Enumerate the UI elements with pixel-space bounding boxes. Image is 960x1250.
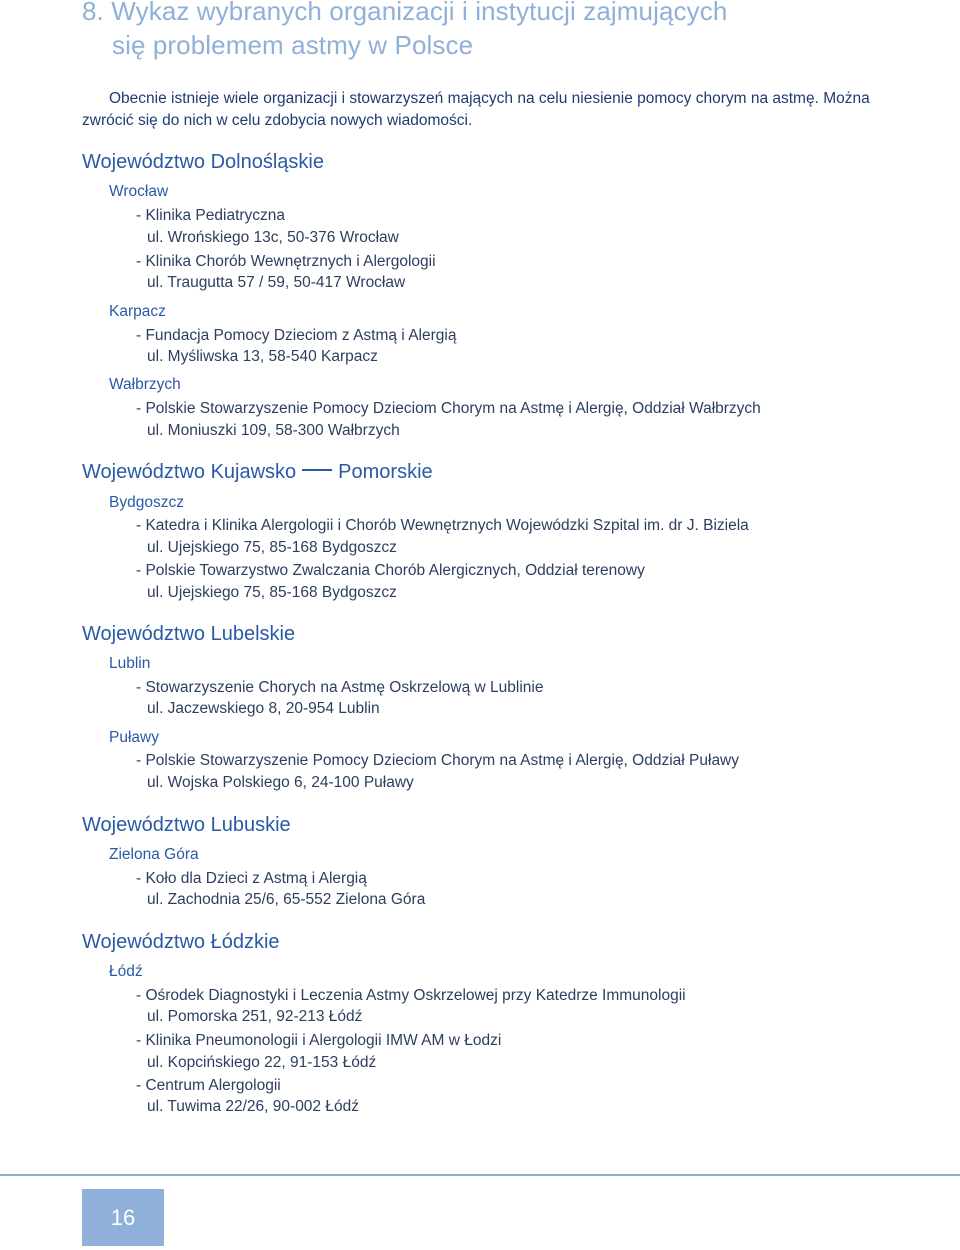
city-heading-lodz: Łódź — [109, 963, 143, 980]
page-title-line-1: 8. Wykaz wybranych organizacji i instytucji zajmujących — [82, 0, 728, 26]
organization-name: - Centrum Alergologii — [136, 1077, 281, 1094]
organization-address: ul. Pomorska 251, 92-213 Łódź — [147, 1008, 363, 1025]
city-heading-wroclaw: Wrocław — [109, 183, 169, 200]
page-title-line-2: się problemem astmy w Polsce — [112, 30, 474, 60]
organization-address: ul. Kopcińskiego 22, 91-153 Łódź — [147, 1054, 377, 1071]
organization-name: - Fundacja Pomocy Dzieciom z Astmą i Alergią — [136, 327, 457, 344]
city-heading-walbrzych: Wałbrzych — [109, 376, 181, 393]
region-heading-lodzkie: Województwo Łódzkie — [82, 931, 280, 953]
page-number: 16 — [82, 1189, 164, 1246]
city-heading-lublin: Lublin — [109, 655, 151, 672]
region-heading-part-2: Pomorskie — [338, 461, 433, 483]
region-heading-lubuskie: Województwo Lubuskie — [82, 814, 291, 836]
organization-address: ul. Moniuszki 109, 58-300 Wałbrzych — [147, 422, 400, 439]
organization-address: ul. Myśliwska 13, 58-540 Karpacz — [147, 348, 378, 365]
organization-name: - Klinika Chorób Wewnętrznych i Alergologii — [136, 253, 436, 270]
organization-name: - Stowarzyszenie Chorych na Astmę Oskrzelową w Lublinie — [136, 679, 544, 696]
region-heading-dolnoslaskie: Województwo Dolnośląskie — [82, 151, 324, 173]
organization-name: - Polskie Towarzystwo Zwalczania Chorób Alergicznych, Oddział terenowy — [136, 562, 645, 579]
city-heading-pulawy: Puławy — [109, 729, 159, 746]
organization-name: - Klinika Pediatryczna — [136, 207, 286, 224]
organization-address: ul. Traugutta 57 / 59, 50-417 Wrocław — [147, 274, 406, 291]
organization-address: ul. Tuwima 22/26, 90-002 Łódź — [147, 1098, 359, 1115]
region-heading-kujawsko-pomorskie — [82, 459, 433, 485]
organization-address: ul. Ujejskiego 75, 85-168 Bydgoszcz — [147, 584, 397, 601]
organization-name: - Polskie Stowarzyszenie Pomocy Dzieciom Chorym na Astmę i Alergię, Oddział Wałbrzych — [136, 400, 761, 417]
organization-name: - Katedra i Klinika Alergologii i Chorób Wewnętrznych Wojewódzki Szpital im. dr J. Biziela — [136, 517, 749, 534]
organization-address: ul. Jaczewskiego 8, 20-954 Lublin — [147, 700, 380, 717]
city-heading-karpacz: Karpacz — [109, 303, 166, 320]
intro-line-1: Obecnie istnieje wiele organizacji i stowarzyszeń mających na celu niesienie pomocy chorym na astmę. Można — [109, 90, 870, 107]
page-title — [82, 0, 727, 62]
organization-address: ul. Wojska Polskiego 6, 24-100 Puławy — [147, 774, 414, 791]
organization-address: ul. Zachodnia 25/6, 65-552 Zielona Góra — [147, 891, 426, 908]
region-heading-part-1: Województwo Kujawsko — [82, 461, 297, 483]
organization-name: - Klinika Pneumonologii i Alergologii IMW AM w Łodzi — [136, 1032, 502, 1049]
organization-address: ul. Ujejskiego 75, 85-168 Bydgoszcz — [147, 539, 397, 556]
footer-divider — [0, 1174, 960, 1176]
organization-name: - Ośrodek Diagnostyki i Leczenia Astmy Oskrzelowej przy Katedrze Immunologii — [136, 987, 686, 1004]
organization-name: - Koło dla Dzieci z Astmą i Alergią — [136, 870, 367, 887]
organization-name: - Polskie Stowarzyszenie Pomocy Dzieciom Chorym na Astmę i Alergię, Oddział Puławy — [136, 752, 740, 769]
dash-separator — [302, 469, 332, 471]
organization-address: ul. Wrońskiego 13c, 50-376 Wrocław — [147, 229, 399, 246]
region-heading-lubelskie: Województwo Lubelskie — [82, 623, 296, 645]
intro-paragraph — [82, 88, 912, 132]
city-heading-bydgoszcz: Bydgoszcz — [109, 494, 184, 511]
city-heading-zielona-gora: Zielona Góra — [109, 846, 199, 863]
intro-line-2: zwrócić się do nich w celu zdobycia nowych wiadomości. — [82, 112, 473, 129]
